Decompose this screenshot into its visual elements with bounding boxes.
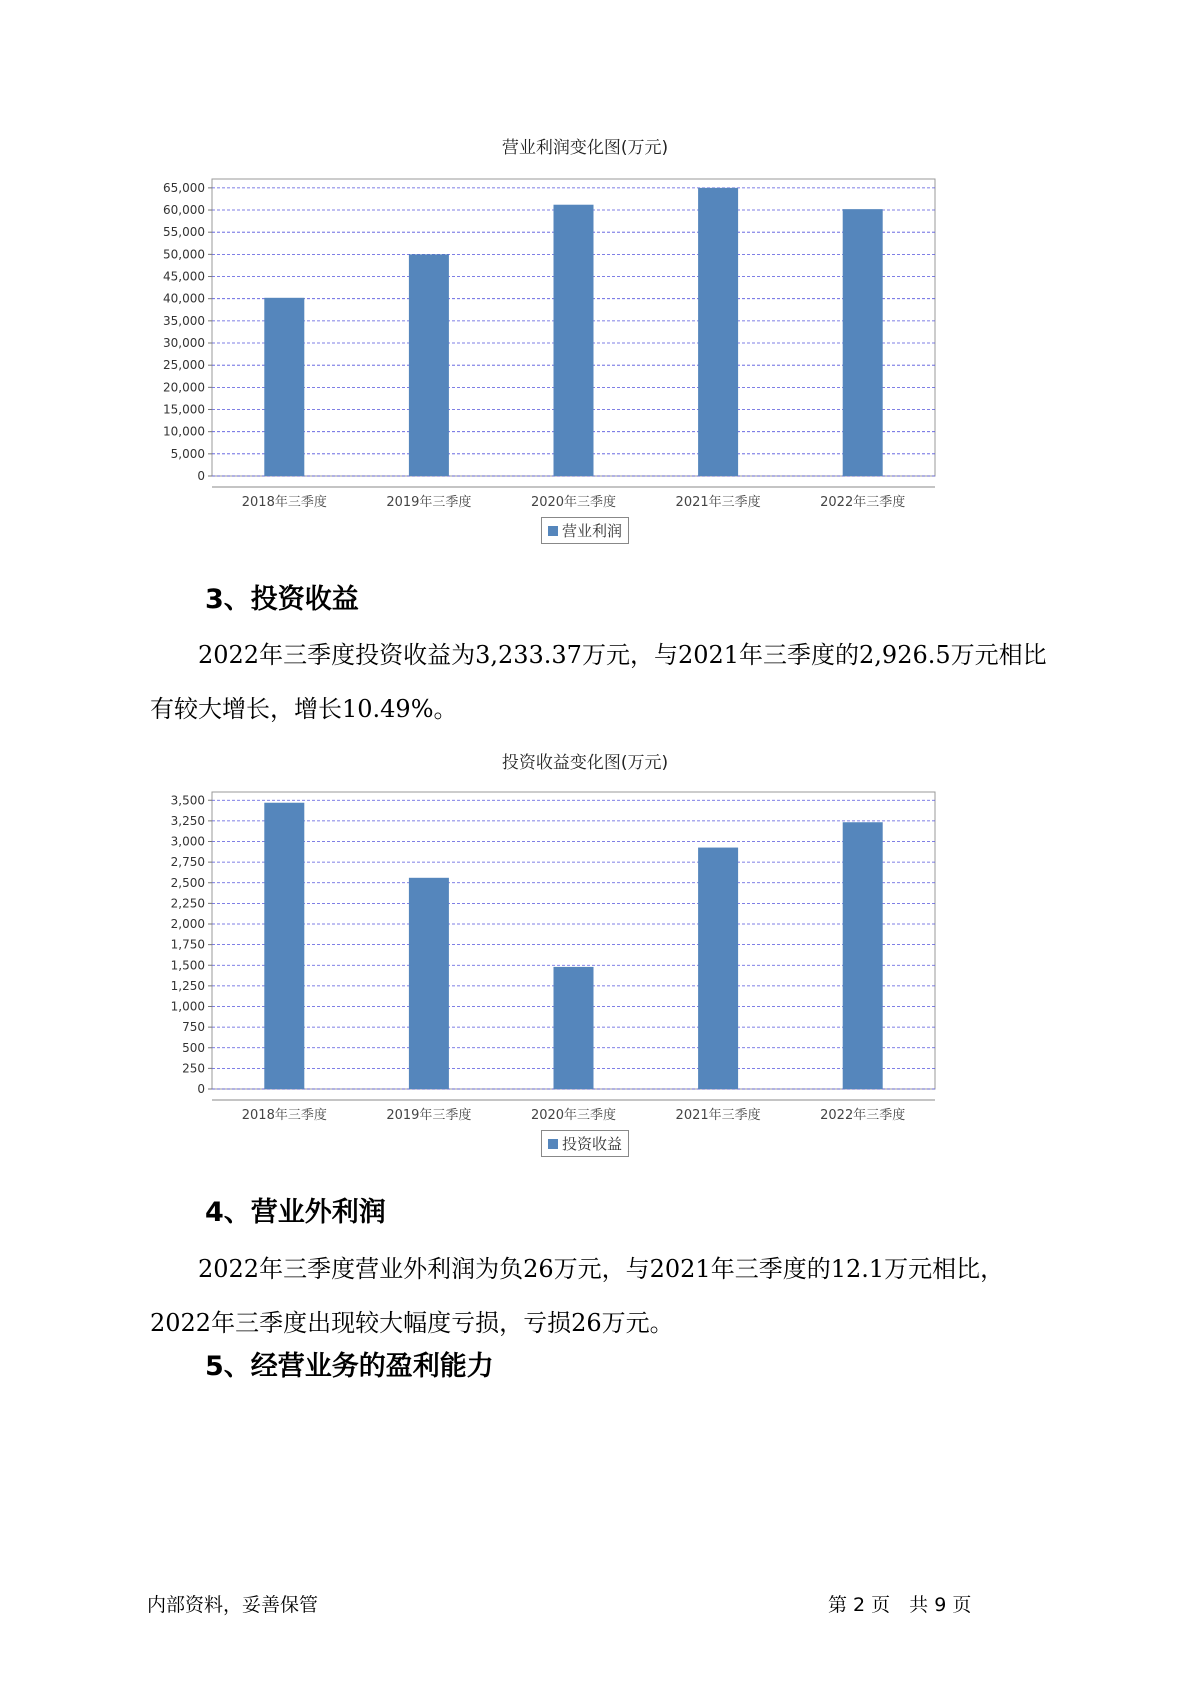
bar: [409, 878, 449, 1089]
x-tick-label: 2020年三季度: [530, 495, 617, 510]
y-tick-label: 3,250: [170, 813, 205, 828]
x-tick-label: 2018年三季度: [241, 495, 327, 510]
bar: [698, 848, 738, 1089]
legend-label: 营业利润: [561, 522, 623, 540]
y-tick-label: 500: [182, 1040, 205, 1055]
y-tick-label: 0: [197, 469, 205, 483]
bar: [554, 967, 594, 1089]
y-tick-label: 2,750: [170, 855, 205, 870]
legend-swatch: [548, 1139, 558, 1149]
y-tick-label: 2,250: [170, 896, 205, 911]
footer-note: 内部资料，妥善保管: [147, 1594, 319, 1616]
chart-title: 营业利润变化图(万元): [501, 138, 669, 158]
section-paragraph-4: 2022年三季度营业外利润为负26万元，与2021年三季度的12.1万元相比，2022年三季度出现较大幅度亏损，亏损26万元。: [150, 1255, 1005, 1337]
x-tick-label: 2020年三季度: [530, 1108, 617, 1123]
page-number: 第 2 页 共 9 页: [828, 1594, 972, 1616]
bar: [843, 209, 883, 476]
section-heading-3: 3、投资收益: [205, 584, 359, 615]
bar: [698, 188, 738, 476]
y-tick-label: 750: [182, 1020, 205, 1035]
y-tick-label: 30,000: [163, 336, 205, 351]
profit-chart-plot: [150, 171, 1020, 531]
y-tick-label: 3,000: [170, 834, 205, 849]
legend-swatch: [548, 526, 558, 536]
chart-title: 投资收益变化图(万元): [501, 753, 669, 773]
y-tick-label: 10,000: [163, 424, 205, 439]
section-paragraph-3: 2022年三季度投资收益为3,233.37万元，与2021年三季度的2,926.5万元相比有较大增长，增长10.49%。: [150, 641, 1047, 723]
y-tick-label: 45,000: [163, 269, 205, 284]
x-tick-label: 2019年三季度: [386, 1108, 472, 1123]
x-tick-label: 2022年三季度: [820, 495, 906, 510]
bar: [843, 822, 883, 1089]
y-tick-label: 0: [197, 1082, 205, 1096]
y-tick-label: 15,000: [163, 402, 205, 417]
y-tick-label: 35,000: [163, 313, 205, 328]
y-tick-label: 1,250: [170, 978, 205, 993]
x-tick-label: 2021年三季度: [675, 495, 761, 510]
y-tick-label: 20,000: [163, 380, 205, 395]
y-tick-label: 2,500: [170, 875, 205, 890]
x-tick-label: 2022年三季度: [820, 1108, 906, 1123]
x-tick-label: 2019年三季度: [386, 495, 472, 510]
profit-chart: [150, 133, 1020, 553]
y-tick-label: 50,000: [163, 247, 205, 262]
y-tick-label: 60,000: [163, 203, 205, 218]
y-tick-label: 2,000: [170, 917, 205, 931]
bar: [264, 298, 304, 476]
y-tick-label: 55,000: [163, 225, 205, 240]
y-tick-label: 5,000: [170, 446, 205, 461]
chart-legend: [541, 1130, 629, 1157]
y-tick-label: 65,000: [163, 180, 205, 195]
x-tick-label: 2021年三季度: [675, 1108, 761, 1123]
section-heading-5: 5、经营业务的盈利能力: [205, 1351, 494, 1382]
y-tick-label: 1,500: [170, 958, 205, 973]
y-tick-label: 25,000: [163, 358, 205, 373]
investment-chart: [150, 748, 1020, 1168]
y-tick-label: 1,000: [170, 999, 205, 1014]
y-tick-label: 250: [182, 1061, 205, 1076]
x-tick-label: 2018年三季度: [241, 1108, 327, 1123]
bar: [264, 803, 304, 1089]
section-heading-4: 4、营业外利润: [205, 1197, 386, 1228]
bar: [554, 205, 594, 476]
investment-chart-plot: [150, 784, 1020, 1144]
y-tick-label: 1,750: [170, 937, 205, 952]
legend-label: 投资收益: [561, 1135, 623, 1153]
y-tick-label: 3,500: [170, 793, 205, 808]
chart-legend: [541, 517, 629, 544]
y-tick-label: 40,000: [163, 291, 205, 306]
bar: [409, 254, 449, 476]
